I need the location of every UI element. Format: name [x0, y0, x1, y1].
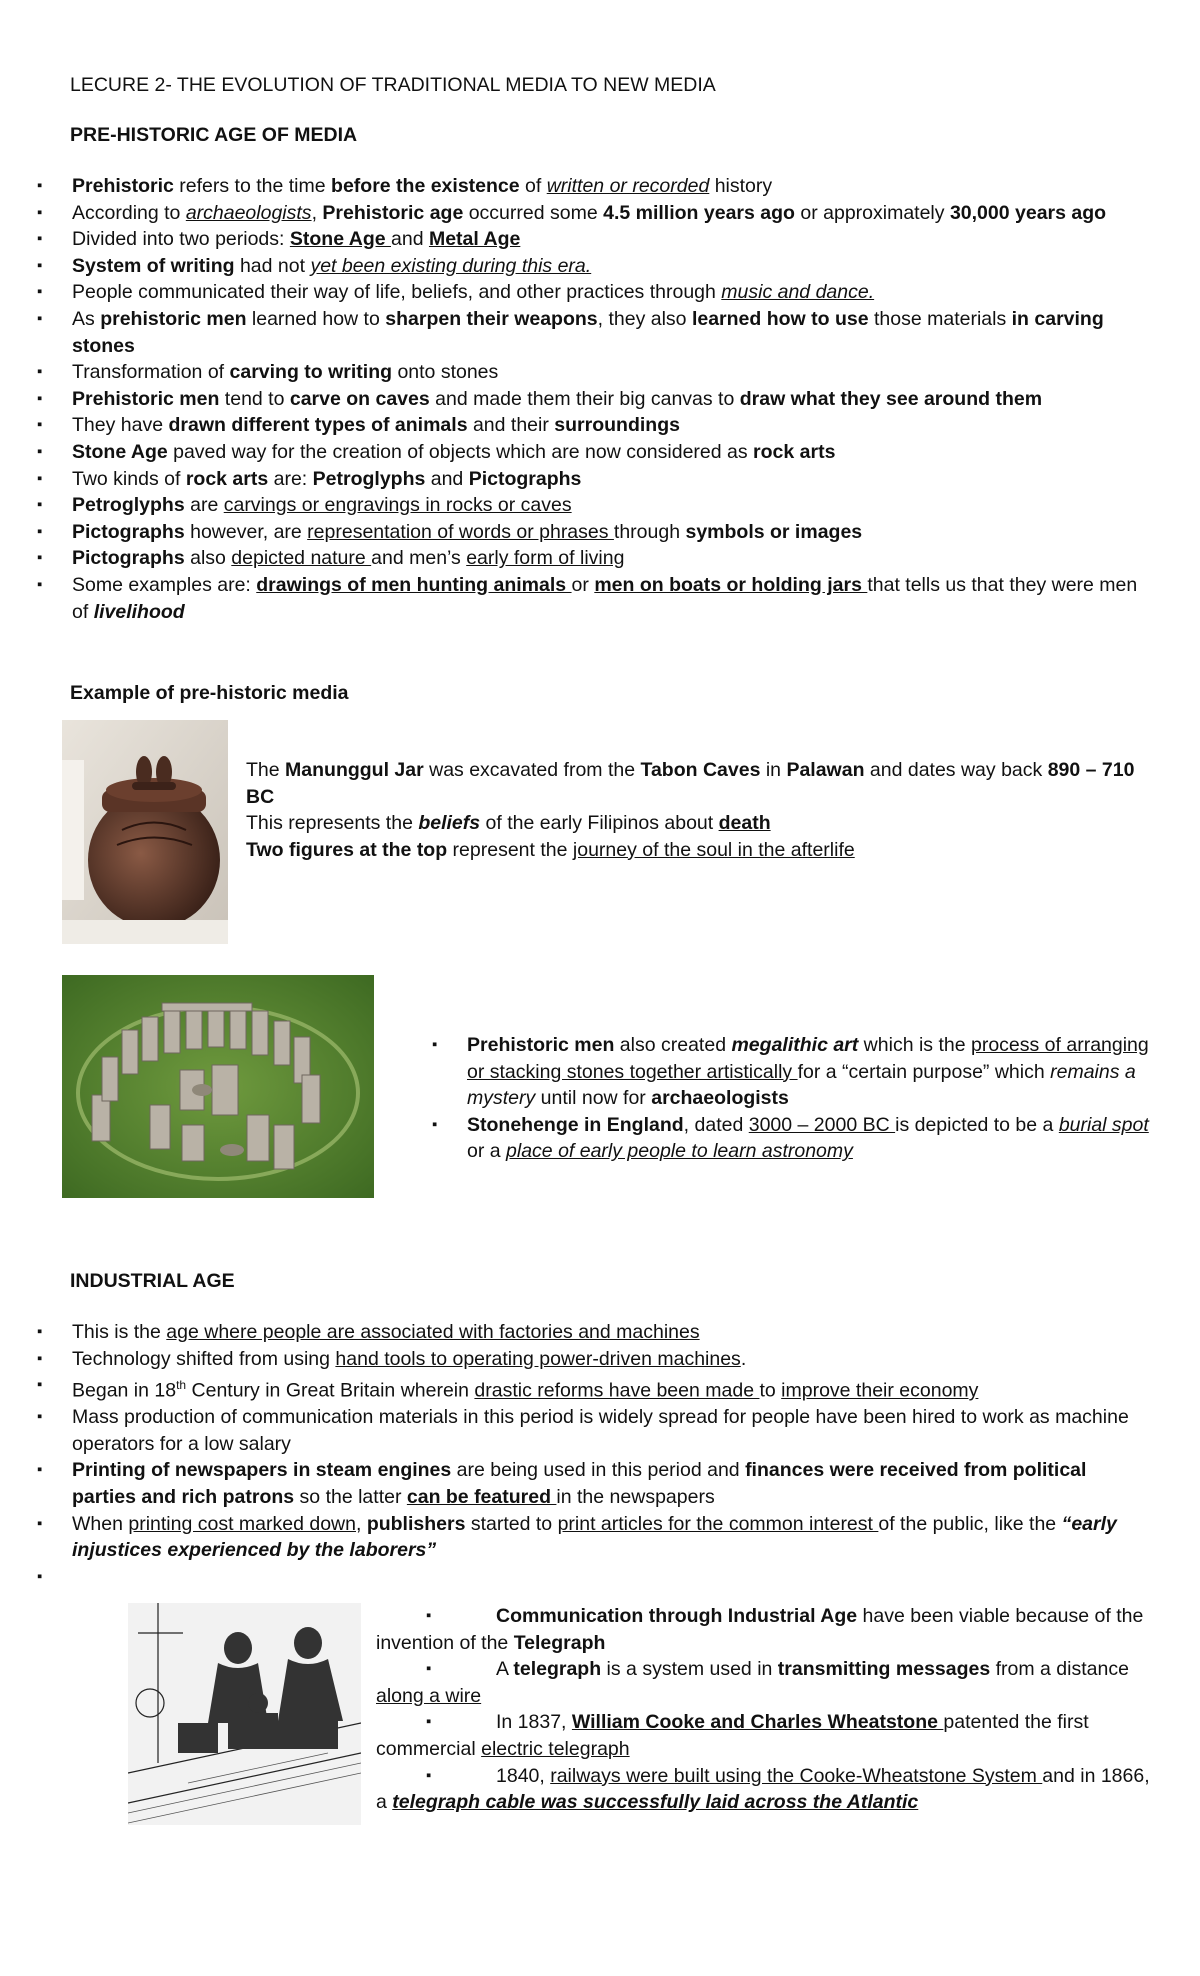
list-item: ▪ Two kinds of rock arts are: Petroglyphs and Pictographs [0, 466, 1140, 493]
list-item: ▪ 1840, railways were built using the Cooke-Wheatstone System and in 1866, a telegraph cable was successfully laid across the Atlantic [376, 1763, 1156, 1816]
list-item: ▪ A telegraph is a system used in transmitting messages from a distance along a wire [376, 1656, 1156, 1709]
stonehenge-bullet-list [395, 1032, 1165, 1165]
list-item: ▪ Stone Age paved way for the creation of objects which are now considered as rock arts [0, 439, 1140, 466]
list-item: ▪ Pictographs however, are representation of words or phrases through symbols or images [0, 519, 1140, 546]
list-item: ▪ Divided into two periods: Stone Age and Metal Age [0, 226, 1140, 253]
caption-line: This represents the beliefs of the early Filipinos about death [246, 812, 771, 835]
list-item: ▪ Transformation of carving to writing onto stones [0, 359, 1140, 386]
list-item: ▪ In 1837, William Cooke and Charles Wheatstone patented the first commercial electric telegraph [376, 1709, 1156, 1762]
list-item: ▪ When printing cost marked down, publishers started to print articles for the common interest of the public, like the “early injustices experienced by the laborers” [0, 1511, 1140, 1564]
caption-line: The Manunggul Jar was excavated from the Tabon Caves in Palawan and dates way back 890 – 710 BC [246, 759, 1135, 808]
list-item: ▪ Prehistoric men also created megalithic art which is the process of arranging or stacking stones together artistically for a “certain purpose” which remains a mystery until now for archaeologists [395, 1032, 1165, 1112]
telegraph-bullet-list [376, 1603, 1156, 1816]
list-item: ▪ Printing of newspapers in steam engines are being used in this period and finances were received from political parties and rich patrons so the latter can be featured in the newspapers [0, 1457, 1140, 1510]
list-item: ▪ Communication through Industrial Age have been viable because of the invention of the Telegraph [376, 1603, 1156, 1656]
example-heading: Example of pre-historic media [70, 682, 349, 704]
document-title: LECURE 2- THE EVOLUTION OF TRADITIONAL MEDIA TO NEW MEDIA [70, 74, 716, 96]
list-item: ▪ Began in 18th Century in Great Britain wherein drastic reforms have been made to improve their economy [0, 1372, 1140, 1404]
list-item: ▪ This is the age where people are associated with factories and machines [0, 1319, 1140, 1346]
list-item [0, 1564, 1140, 1591]
list-item: ▪ They have drawn different types of animals and their surroundings [0, 412, 1140, 439]
manunggul-jar-image [62, 720, 228, 944]
list-item: ▪ Prehistoric refers to the time before the existence of written or recorded history [0, 173, 1140, 200]
prehistoric-bullet-list [0, 173, 1140, 625]
list-item: ▪ Some examples are: drawings of men hunting animals or men on boats or holding jars that tells us that they were men of livelihood [0, 572, 1140, 625]
section-heading-prehistoric: PRE-HISTORIC AGE OF MEDIA [70, 124, 358, 146]
list-item: ▪ Stonehenge in England, dated 3000 – 2000 BC is depicted to be a burial spot or a place of early people to learn astronomy [395, 1112, 1165, 1165]
list-item: ▪ Pictographs also depicted nature and men’s early form of living [0, 545, 1140, 572]
list-item: ▪ System of writing had not yet been existing during this era. [0, 253, 1140, 280]
stonehenge-image [62, 975, 374, 1198]
list-item: ▪ Petroglyphs are carvings or engravings in rocks or caves [0, 492, 1140, 519]
list-item: ▪ According to archaeologists, Prehistoric age occurred some 4.5 million years ago or approximately 30,000 years ago [0, 200, 1140, 227]
section-heading-industrial: INDUSTRIAL AGE [70, 1270, 235, 1292]
industrial-bullet-list [0, 1319, 1140, 1590]
list-item: ▪ As prehistoric men learned how to sharpen their weapons, they also learned how to use those materials in carving stones [0, 306, 1140, 359]
list-item: ▪ Technology shifted from using hand tools to operating power-driven machines. [0, 1346, 1140, 1373]
list-item: ▪ People communicated their way of life, beliefs, and other practices through music and dance. [0, 279, 1140, 306]
manunggul-jar-caption [246, 757, 1136, 863]
telegraph-image [128, 1603, 361, 1825]
caption-line: Two figures at the top represent the journey of the soul in the afterlife [246, 838, 855, 861]
list-item: ▪ Prehistoric men tend to carve on caves and made them their big canvas to draw what they see around them [0, 386, 1140, 413]
list-item: ▪ Mass production of communication materials in this period is widely spread for people have been hired to work as machine operators for a low salary [0, 1404, 1140, 1457]
